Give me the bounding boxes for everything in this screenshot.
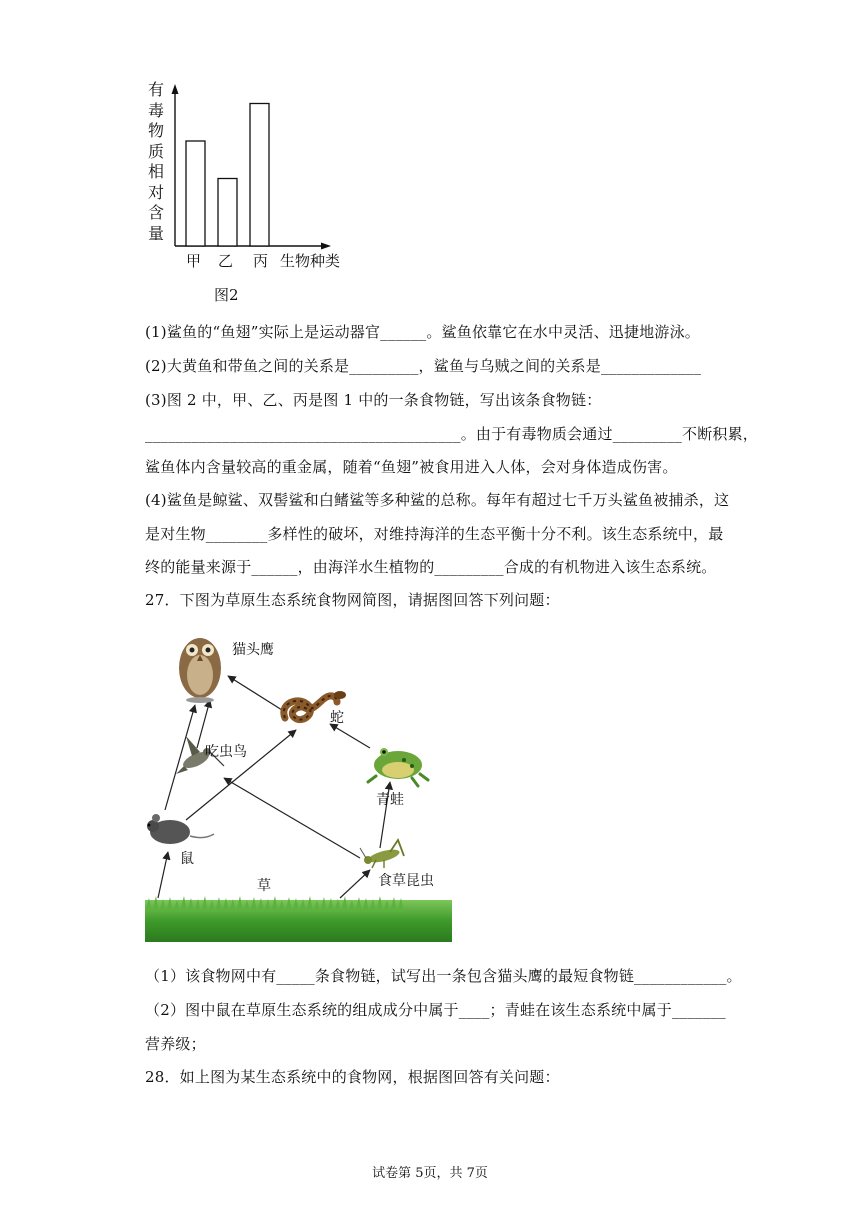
y-axis-char: 质 xyxy=(147,141,164,161)
label-mouse: 鼠 xyxy=(180,851,194,867)
q26-part4-line2: 是对生物________多样性的破坏，对维持海洋的生态平衡十分不利。该生态系统中，最 xyxy=(145,525,724,543)
label-grass: 草 xyxy=(257,878,271,894)
arrow-insect-bird xyxy=(224,778,360,858)
y-axis-char: 含 xyxy=(147,203,164,222)
frog-icon xyxy=(368,748,428,786)
grass-strip xyxy=(145,896,452,942)
q26-part4-line1: (4)鲨鱼是鲸鲨、双髻鲨和白鳍鲨等多种鲨的总称。每年有超过七千万头鲨鱼被捕杀，这 xyxy=(145,491,730,509)
y-axis-char: 相 xyxy=(147,162,164,181)
q26-part1: (1)鲨鱼的“鱼翅”实际上是运动器官______。鲨鱼依靠它在水中灵活、迅捷地游泳。 xyxy=(145,323,700,341)
arrow-grass-insect xyxy=(340,870,370,898)
x-tick-label: 乙 xyxy=(218,252,234,270)
q27-part2-line2: 营养级； xyxy=(145,1035,206,1053)
q26-part3-line1: (3)图 2 中，甲、乙、丙是图 1 中的一条食物链，写出该条食物链： xyxy=(145,391,602,409)
label-owl: 猫头鹰 xyxy=(232,642,274,658)
y-axis-char: 有 xyxy=(147,80,164,99)
label-bird: 吃虫鸟 xyxy=(205,744,247,760)
arrow-frog-snake xyxy=(330,724,370,748)
q26-part4-line3: 终的能量来源于______，由海洋水生植物的_________合成的有机物进入该生态系统。 xyxy=(145,558,717,576)
q27-title: 27．下图为草原生态系统食物网简图，请据图回答下列问题： xyxy=(145,591,560,609)
owl-icon xyxy=(179,638,221,703)
y-axis-char: 量 xyxy=(147,223,164,243)
grasshopper-icon xyxy=(360,840,404,868)
mouse-icon xyxy=(147,814,214,844)
label-insect: 食草昆虫 xyxy=(378,873,434,889)
arrow-grass-mouse xyxy=(158,852,168,898)
figure-caption: 图2 xyxy=(214,286,239,304)
y-axis-char: 对 xyxy=(147,182,164,202)
q26-part3-line3: 鲨鱼体内含量较高的重金属，随着“鱼翅”被食用进入人体，会对身体造成伤害。 xyxy=(145,458,678,476)
q26-part3-line2: _________________________________________。由于有毒物质会通过_________不断积累， xyxy=(145,425,759,443)
y-axis-char: 物 xyxy=(147,121,164,140)
x-axis-label: 生物种类 xyxy=(280,252,341,270)
arrow-snake-owl xyxy=(228,676,282,710)
q26-part2: (2)大黄鱼和带鱼之间的关系是_________，鲨鱼与乌贼之间的关系是_____________ xyxy=(145,357,702,375)
x-tick-label: 丙 xyxy=(253,252,269,270)
label-frog: 青蛙 xyxy=(376,792,404,808)
x-tick-label: 甲 xyxy=(186,252,202,270)
q27-part1: （1）该食物网中有_____条食物链，试写出一条包含猫头鹰的最短食物链____________。 xyxy=(145,967,742,985)
label-snake: 蛇 xyxy=(330,710,344,726)
y-axis-char: 毒 xyxy=(147,100,164,120)
q28-title: 28．如上图为某生态系统中的食物网，根据图回答有关问题： xyxy=(145,1068,560,1086)
q27-part2-line1: （2）图中鼠在草原生态系统的组成成分中属于____；青蛙在该生态系统中属于_______ xyxy=(145,1001,726,1019)
page-footer: 试卷第 5页，共 7页 xyxy=(372,1166,488,1181)
